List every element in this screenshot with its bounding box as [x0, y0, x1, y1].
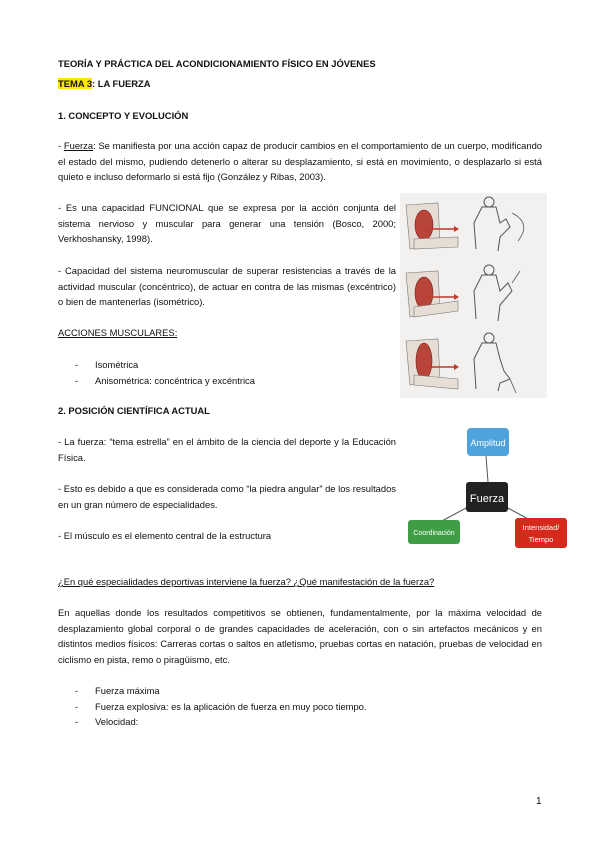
manifestaciones-list [58, 683, 367, 730]
list-item: - Anisométrica: concéntrica y excéntrica [58, 373, 255, 389]
musculo-paragraph: - El músculo es el elemento central de la estructura [58, 530, 272, 541]
intensidad-label: Intensidad/ [522, 523, 560, 532]
list-item: - Fuerza explosiva: es la aplicación de fuerza en muy poco tiempo. [58, 699, 367, 715]
coordinacion-label: Coordinación [413, 530, 455, 537]
list-item: - Isométrica [58, 357, 255, 373]
def-term: Fuerza [63, 140, 94, 151]
muscle-contraction-illustration [400, 193, 547, 398]
course-title: TEORÍA Y PRÁCTICA DEL ACONDICIONAMIENTO FÍSICO EN JÓVENES [58, 58, 376, 69]
fuerza-label: Fuerza [469, 493, 505, 505]
tema-label: TEMA 3 [58, 78, 93, 89]
tema-estrella-paragraph: - La fuerza: “tema estrella” en el ámbito de la ciencia del deporte y la Educación Física. [58, 436, 396, 463]
especialidades-question: ¿En qué especialidades deportivas interviene la fuerza? ¿Qué manifestación de la fuerza? [58, 576, 435, 587]
acciones-list [58, 357, 255, 388]
fuerza-definition [58, 138, 542, 185]
capacidad-funcional-paragraph: - Es una capacidad FUNCIONAL que se expresa por la acción conjunta del sistema nervioso y muscular para generar una tensión (Bosco, 2000; Verkhoshansky, 1998). [58, 202, 396, 245]
especialidades-paragraph: En aquellas donde los resultados competitivos se obtienen, fundamentalmente, por la máxima velocidad de desplazamiento global corporal o de grandes capacidades de aceleración, con o sin artefactos mecánicos y en distintos medios físicos: Carreras cortas o saltos en atletismo, pruebas cortas en natación, pruebas de velocidad en ciclismo en pista, remo o piragüismo, etc. [58, 607, 542, 665]
fuerza-concept-diagram [405, 424, 572, 550]
acciones-heading: ACCIONES MUSCULARES: [58, 327, 178, 338]
def-prefix: - [58, 140, 64, 151]
capacidad-neuromuscular-paragraph: - Capacidad del sistema neuromuscular de superar resistencias a través de la actividad muscular (concéntrico), de actuar en contra de las mismas (excéntrico) o bien de mantenerlas (isométrico). [58, 265, 396, 308]
tiempo-label: Tiempo [528, 535, 554, 544]
section2-heading: 2. POSICIÓN CIENTÍFICA ACTUAL [58, 405, 210, 416]
tema-title: : LA FUERZA [92, 78, 151, 89]
tema-heading [58, 76, 151, 92]
list-item: - Velocidad: [58, 714, 367, 730]
page-number: 1 [536, 796, 542, 807]
def-text: : Se manifiesta por una acción capaz de producir cambios en el comportamiento de un cuerpo, modificando el estado del mismo, pudiendo detenerlo o alterar su desplazamiento, si está en movimiento, o desplazarlo si está quieto e incluso deformarlo si está fijo (González y Ribas, 2003). [58, 140, 542, 183]
section1-heading: 1. CONCEPTO Y EVOLUCIÓN [58, 110, 189, 121]
list-item: - Fuerza máxima [58, 683, 367, 699]
concentric-panel [406, 265, 520, 321]
eccentric-panel [406, 333, 516, 393]
piedra-angular-paragraph: - Esto es debido a que es considerada como “la piedra angular” de los resultados en un gran número de especialidades. [58, 483, 396, 510]
isometric-panel [406, 197, 524, 251]
amplitud-label: Amplitud [470, 438, 506, 448]
